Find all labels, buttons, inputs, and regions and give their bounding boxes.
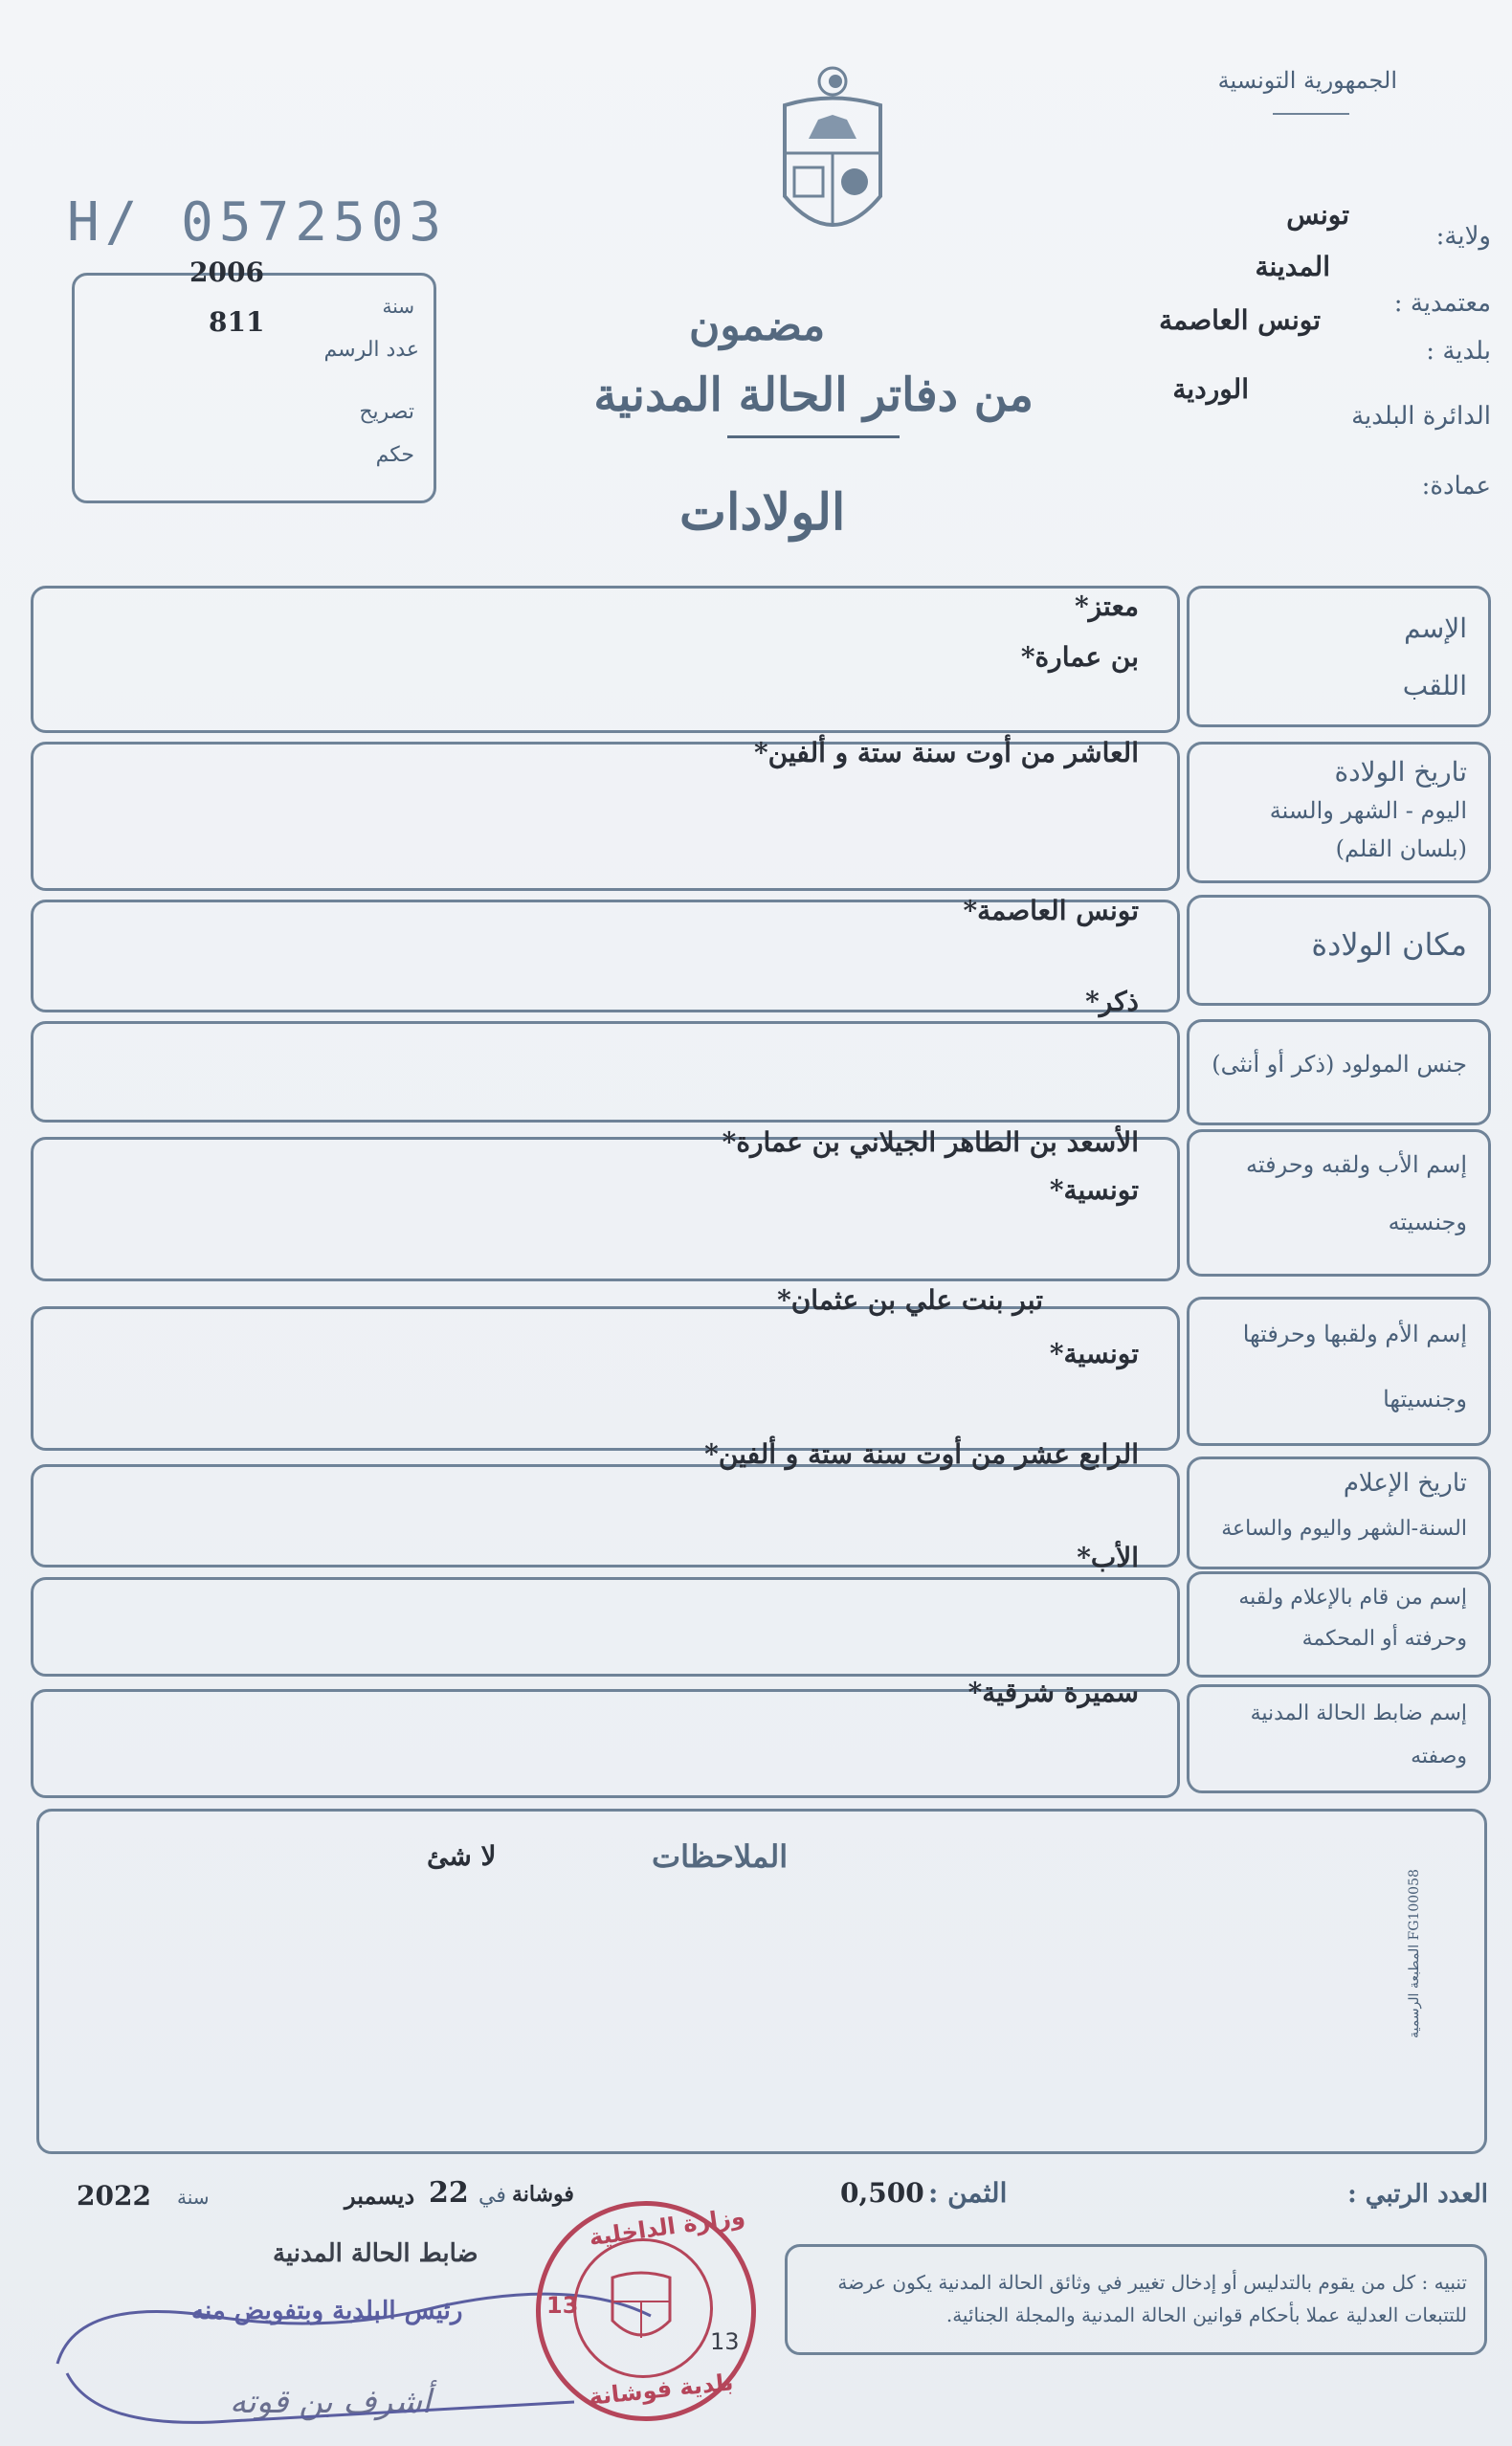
row-name-label: الإسم: [1404, 612, 1467, 644]
declaration-date-label: تاريخ الإعلام: [1343, 1469, 1467, 1498]
stamp-number-left: 13: [546, 2292, 579, 2319]
title-line2: من دفاتر الحالة المدنية: [593, 368, 1034, 422]
father-nationality-label: وجنسيته: [1388, 1209, 1467, 1235]
side-print: المطبعة الرسمية FG100058: [1407, 1869, 1422, 2038]
row-surname-label: اللقب: [1402, 670, 1467, 701]
row-sex-label-box: [1187, 1019, 1491, 1125]
mother-nationality-value: تونسية *: [1050, 1338, 1139, 1369]
deed-number: 811: [209, 306, 265, 338]
row-name-value-box: [31, 586, 1180, 733]
row-declaration-date-label-box: [1187, 1456, 1491, 1569]
row-officer-label-box: [1187, 1684, 1491, 1793]
row-birthdate-label-box: [1187, 742, 1491, 883]
declaration-date-sublabel: السنة-الشهر واليوم والساعة: [1221, 1517, 1467, 1541]
declarant-label: إسم من قام بالإعلام ولقبه: [1238, 1586, 1467, 1610]
birthdate-sublabel: اليوم - الشهر والسنة: [1269, 797, 1467, 824]
republic-underline: [1273, 113, 1349, 115]
omda-label: عمادة:: [1421, 472, 1491, 500]
coat-of-arms-icon: [770, 62, 895, 254]
price-value: 0,500: [840, 2177, 924, 2209]
birthplace-value: تونس العاصمة *: [964, 895, 1139, 926]
notice-box: [785, 2244, 1487, 2355]
row-birthdate-value-box: [31, 737, 1180, 891]
birthdate-value: العاشر من أوت سنة ستة و ألفين *: [754, 737, 1139, 768]
serial-number: H/ 0572503: [67, 191, 448, 254]
declaration-label: تصريح: [359, 400, 414, 424]
row-father-label-box: [1187, 1129, 1491, 1277]
row-mother-value-box: [31, 1284, 1180, 1451]
governorate-value: تونس: [1286, 199, 1349, 231]
deed-year: 2006: [189, 256, 264, 288]
year-value-footer: 2022: [77, 2180, 151, 2212]
year-label: سنة: [382, 295, 414, 318]
remarks-box: [36, 1809, 1487, 2154]
mother-nationality-label: وجنسيتها: [1383, 1386, 1467, 1412]
year-label-footer: سنة: [177, 2186, 210, 2209]
governorate-label: ولاية:: [1435, 222, 1491, 251]
signature-text: أشرف بن قوته: [230, 2383, 432, 2421]
title-underline: [727, 435, 900, 438]
row-birthplace-value-box: [31, 895, 1180, 1012]
month-value: ديسمبر: [345, 2182, 415, 2210]
district-value: الوردية: [1172, 373, 1249, 405]
remarks-value: لا شئ: [427, 1840, 497, 1872]
delegation-value: المدينة: [1255, 251, 1330, 282]
sex-label: جنس المولود (ذكر أو أنثى): [1212, 1051, 1467, 1078]
row-name-label-box: [1187, 586, 1491, 727]
remarks-label: الملاحظات: [652, 1838, 789, 1875]
stamp-top-text: وزارة الداخلية: [587, 2202, 747, 2252]
officer-value: سميرة شرقية *: [968, 1677, 1139, 1708]
row-declaration-date-value-box: [31, 1438, 1180, 1568]
officer-title: ضابط الحالة المدنية: [273, 2239, 478, 2268]
sex-value: ذكر *: [1085, 986, 1139, 1017]
notice-text: تنبيه : كل من يقوم بالتدليس أو إدخال تغيير في وثائق الحالة المدنية يكون عرضة للتتبعات العدلية عملا بأحكام قوانين الحالة المدنية والمجلة الجنائية.: [837, 2271, 1467, 2326]
surname-value: بن عمارة *: [1021, 641, 1139, 673]
in-label: في: [478, 2184, 506, 2208]
stamp-emblem-icon: [608, 2263, 675, 2349]
row-declarant-value-box: [31, 1542, 1180, 1677]
declaration-date-value: الرابع عشر من أوت سنة ستة و ألفين *: [704, 1438, 1139, 1470]
stamp-bottom-text: بلدية فوشانة: [587, 2368, 735, 2411]
mother-label: إسم الأم ولقبها وحرفتها: [1242, 1321, 1467, 1347]
row-declarant-label-box: [1187, 1571, 1491, 1678]
judgment-label: حكم: [375, 443, 414, 467]
delegation-label: معتمدية :: [1393, 289, 1491, 318]
birthdate-sublabel2: (بلسان القلم): [1335, 835, 1467, 862]
row-father-value-box: [31, 1126, 1180, 1281]
delegation-text: رئيس البلدية وبتفويض منه: [191, 2297, 463, 2325]
row-sex-value-box: [31, 986, 1180, 1123]
officer-sublabel: وصفته: [1411, 1745, 1467, 1768]
declarant-sublabel: وحرفته أو المحكمة: [1301, 1627, 1467, 1651]
mother-name-value: تبر بنت علي بن عثمان *: [777, 1284, 1043, 1316]
father-label: إسم الأب ولقبه وحرفته: [1246, 1151, 1467, 1178]
row-officer-value-box: [31, 1677, 1180, 1798]
first-name-value: معتز *: [1075, 590, 1139, 622]
deed-info-box: [72, 256, 436, 503]
republic-heading: الجمهورية التونسية: [1217, 67, 1397, 94]
officer-label: إسم ضابط الحالة المدنية: [1250, 1701, 1467, 1725]
deed-number-label: عدد الرسم: [323, 338, 419, 362]
title-line1: مضمون: [689, 301, 826, 350]
price-label: الثمن :: [928, 2177, 1008, 2209]
birthdate-label: تاريخ الولادة: [1334, 756, 1467, 788]
row-birthplace-label-box: [1187, 895, 1491, 1006]
ordinal-label: العدد الرتبي :: [1347, 2180, 1488, 2209]
section-title: الولادات: [679, 483, 846, 542]
official-stamp: [536, 2201, 756, 2421]
municipality-value: تونس العاصمة: [1159, 304, 1321, 336]
place-value: فوشانة: [512, 2182, 574, 2207]
father-nationality-value: تونسية *: [1050, 1174, 1139, 1206]
stamp-number-right: 13: [710, 2328, 740, 2355]
declarant-value: الأب *: [1077, 1542, 1139, 1573]
municipality-label: بلدية :: [1426, 337, 1491, 366]
father-name-value: الأسعد بن الطاهر الجيلاني بن عمارة *: [723, 1126, 1139, 1158]
birthplace-label: مكان الولادة: [1311, 926, 1467, 963]
row-mother-label-box: [1187, 1297, 1491, 1446]
district-label: الدائرة البلدية: [1351, 402, 1491, 431]
day-value: 22: [429, 2176, 469, 2210]
